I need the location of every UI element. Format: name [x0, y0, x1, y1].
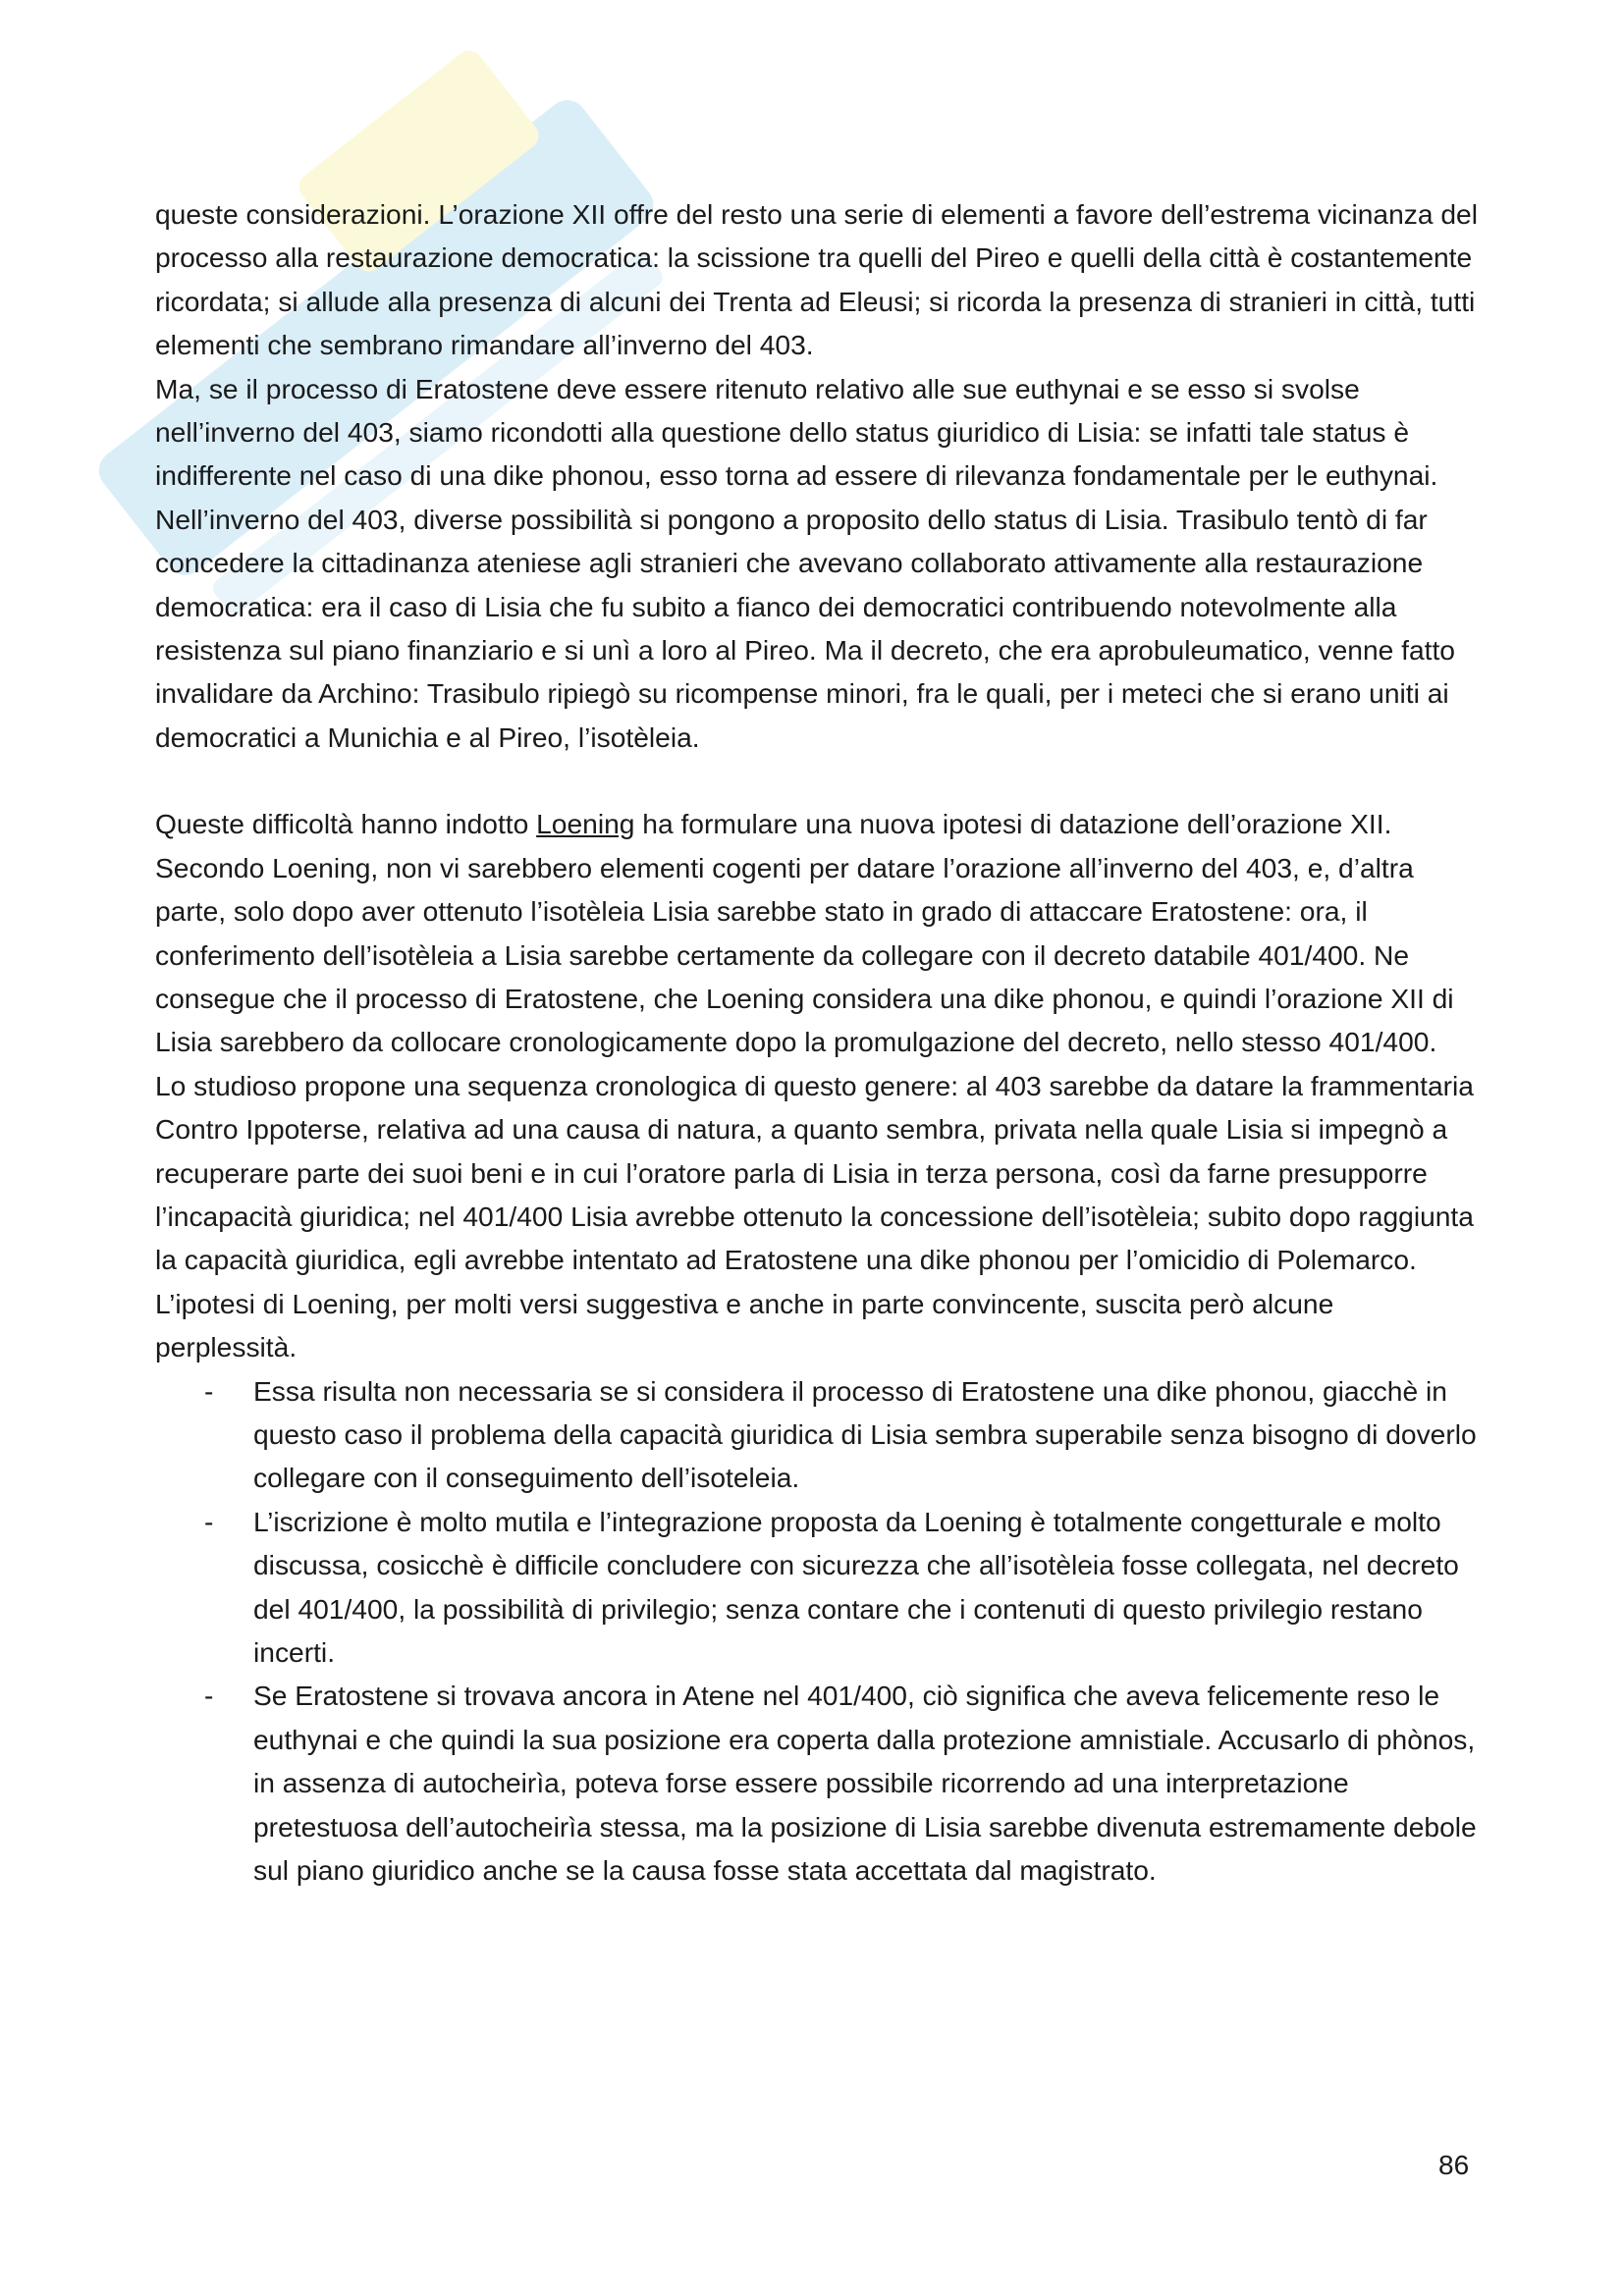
list-item	[155, 1500, 1481, 1675]
loening-link[interactable]: Loening	[536, 808, 635, 840]
paragraph-3: Nell’inverno del 403, diverse possibilità si pongono a proposito dello status di Lisia. Trasibulo tentò di far concedere la cittadinanza ateniese agli stranieri che avevano collaborato attivamente alla restaurazione democratica: era il caso di Lisia che fu subito a fianco dei democratici contribuendo notevolmente alla resistenza sul piano finanziario e si unì a loro al Pireo. Ma il decreto, che era aprobuleumatico, venne fatto invalidare da Archino: Trasibulo ripiegò su ricompense minori, fra le quali, per i meteci che si erano uniti ai democratici a Munichia e al Pireo, l’isotèleia.	[155, 503, 1455, 753]
list-bullet: -	[204, 1680, 214, 1712]
loening-text-before: Queste difficoltà hanno indotto	[155, 808, 537, 840]
paragraph-1: queste considerazioni. L’orazione XII offre del resto una serie di elementi a favore dell’estrema vicinanza del processo alla restaurazione democratica: la scissione tra quelli del Pireo e quelli della città è costantemente ricordata; si allude alla presenza di alcuni dei Trenta ad Eleusi; si ricorda la presenza di stranieri in città, tutti elementi che sembrano rimandare all’inverno del 403.	[155, 198, 1478, 361]
page-number: 86	[1438, 2150, 1470, 2180]
objections-list	[155, 1369, 1481, 1893]
paragraph-spacer	[155, 759, 1481, 802]
list-item	[155, 1369, 1481, 1500]
list-item-text: Se Eratostene si trovava ancora in Atene nel 401/400, ciò significa che aveva felicemente reso le euthynai e che quindi la sua posizione era coperta dalla protezione amnistiale. Accusarlo di phònos, in assenza di autocheirìa, poteva forse essere possibile ricorrendo ad una interpretazione pretestuosa dell’autocheirìa stessa, ma la posizione di Lisia sarebbe divenuta estremamente debole sul piano giuridico anche se la causa fosse stata accettata dal magistrato.	[253, 1680, 1477, 1887]
list-item-text: L’iscrizione è molto mutila e l’integrazione proposta da Loening è totalmente congetturale e molto discussa, cosicchè è difficile concludere con sicurezza che all’isotèleia fosse collegata, nel decreto del 401/400, la possibilità di privilegio; senza contare che i contenuti di questo privilegio restano incerti.	[253, 1505, 1459, 1668]
list-bullet: -	[204, 1505, 214, 1537]
list-item-text: Essa risulta non necessaria se si considera il processo di Eratostene una dike phonou, giacchè in questo caso il problema della capacità giuridica di Lisia sembra superabile senza bisogno di doverlo collegare con il conseguimento dell’isoteleia.	[253, 1374, 1477, 1494]
paragraph-sequence: Lo studioso propone una sequenza cronologica di questo genere: al 403 sarebbe da datare la frammentaria Contro Ippoterse, relativa ad una causa di natura, a quanto sembra, privata nella quale Lisia si impegnò a recuperare parte dei suoi beni e in cui l’oratore parla di Lisia in terza persona, così da farne presupporre l’incapacità giuridica; nel 401/400 Lisia avrebbe ottenuto la concessione dell’isotèleia; subito dopo raggiunta la capacità giuridica, egli avrebbe intentato ad Eratostene una dike phonou per l’omicidio di Polemarco.	[155, 1069, 1474, 1276]
document-body	[155, 192, 1481, 1892]
list-bullet: -	[204, 1374, 214, 1407]
paragraph-2: Ma, se il processo di Eratostene deve essere ritenuto relativo alle sue euthynai e se esso si svolse nell’inverno del 403, siamo ricondotti alla questione dello status giuridico di Lisia: se infatti tale status è indifferente nel caso di una dike phonou, esso torna ad essere di rilevanza fondamentale per le euthynai.	[155, 372, 1438, 492]
paragraph-loening	[155, 802, 1481, 1063]
loening-text-after: ha formulare una nuova ipotesi di datazione dell’orazione XII. Secondo Loening, non vi sarebbero elementi cogenti per datare l’orazione all’inverno del 403, e, d’altra parte, solo dopo aver ottenuto l’isotèleia Lisia sarebbe stato in grado di attaccare Eratostene: ora, il conferimento dell’isotèleia a Lisia sarebbe certamente da collegare con il decreto databile 401/400. Ne consegue che il processo di Eratostene, che Loening considera una dike phonou, e quindi l’orazione XII di Lisia sarebbero da collocare cronologicamente dopo la promulgazione del decreto, nello stesso 401/400.	[155, 808, 1454, 1058]
paragraph-perplexities: L’ipotesi di Loening, per molti versi suggestiva e anche in parte convincente, suscita però alcune perplessità.	[155, 1287, 1334, 1363]
list-item	[155, 1674, 1481, 1892]
